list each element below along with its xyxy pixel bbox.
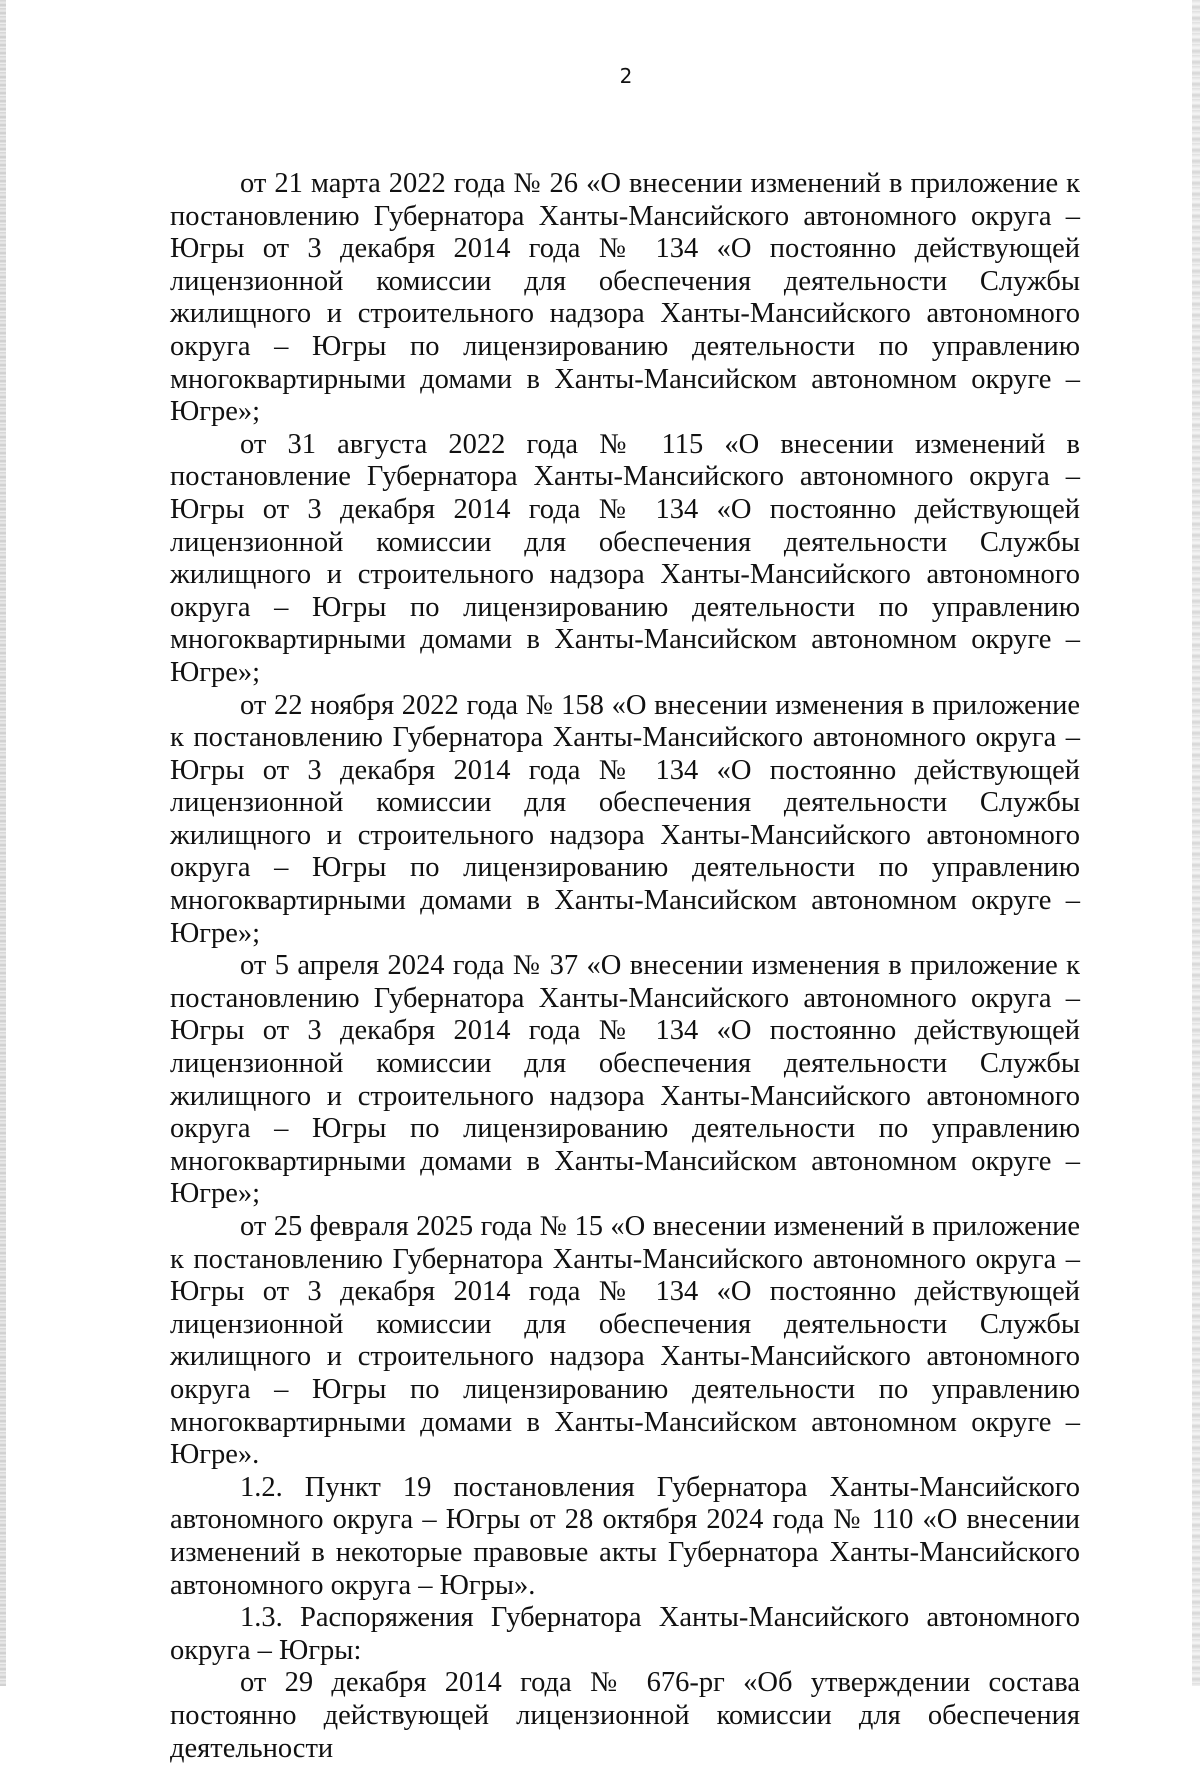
- paragraph-order-2014-12-29: от 29 декабря 2014 года № 676-рг «Об утверждении состава постоянно действующей лицензионной комиссии для обеспечения деятельности: [170, 1667, 1080, 1764]
- paragraph-amendment-2022-03-21: от 21 марта 2022 года № 26 «О внесении изменений в приложение к постановлению Губернатора Ханты-Мансийского автономного округа – Югры от 3 декабря 2014 года № 134 «О постоянно действующей лицензионной комиссии для обеспечения деятельности Службы жилищного и строительного надзора Ханты-Мансийского автономного округа – Югры по лицензированию деятельности по управлению многоквартирными домами в Ханты-Мансийском автономном округе – Югре»;: [170, 168, 1080, 428]
- paragraph-amendment-2022-08-31: от 31 августа 2022 года № 115 «О внесении изменений в постановление Губернатора Ханты-Мансийского автономного округа – Югры от 3 декабря 2014 года № 134 «О постоянно действующей лицензионной комиссии для обеспечения деятельности Службы жилищного и строительного надзора Ханты-Мансийского автономного округа – Югры по лицензированию деятельности по управлению многоквартирными домами в Ханты-Мансийском автономном округе – Югре»;: [170, 428, 1080, 688]
- scan-edge-left: [0, 0, 6, 1686]
- paragraph-amendment-2022-11-22: от 22 ноября 2022 года № 158 «О внесении изменения в приложение к постановлению Губернатора Ханты-Мансийского автономного округа – Югры от 3 декабря 2014 года № 134 «О постоянно действующей лицензионной комиссии для обеспечения деятельности Службы жилищного и строительного надзора Ханты-Мансийского автономного округа – Югры по лицензированию деятельности по управлению многоквартирными домами в Ханты-Мансийском автономном округе – Югре»;: [170, 689, 1080, 949]
- paragraph-amendment-2025-02-25: от 25 февраля 2025 года № 15 «О внесении изменений в приложение к постановлению Губернатора Ханты-Мансийского автономного округа – Югры от 3 декабря 2014 года № 134 «О постоянно действующей лицензионной комиссии для обеспечения деятельности Службы жилищного и строительного надзора Ханты-Мансийского автономного округа – Югры по лицензированию деятельности по управлению многоквартирными домами в Ханты-Мансийском автономном округе – Югре».: [170, 1211, 1080, 1471]
- page-number: 2: [619, 64, 633, 88]
- paragraph-item-1-3: 1.3. Распоряжения Губернатора Ханты-Мансийского автономного округа – Югры:: [170, 1602, 1080, 1666]
- document-body: [170, 168, 1080, 1765]
- paragraph-amendment-2024-04-05: от 5 апреля 2024 года № 37 «О внесении изменения в приложение к постановлению Губернатора Ханты-Мансийского автономного округа – Югры от 3 декабря 2014 года № 134 «О постоянно действующей лицензионной комиссии для обеспечения деятельности Службы жилищного и строительного надзора Ханты-Мансийского автономного округа – Югры по лицензированию деятельности по управлению многоквартирными домами в Ханты-Мансийском автономном округе – Югре»;: [170, 950, 1080, 1210]
- paragraph-item-1-2: 1.2. Пункт 19 постановления Губернатора Ханты-Мансийского автономного округа – Югры от 28 октября 2024 года № 110 «О внесении изменений в некоторые правовые акты Губернатора Ханты-Мансийского автономного округа – Югры».: [170, 1471, 1080, 1601]
- scan-edge-right: [1192, 0, 1200, 1686]
